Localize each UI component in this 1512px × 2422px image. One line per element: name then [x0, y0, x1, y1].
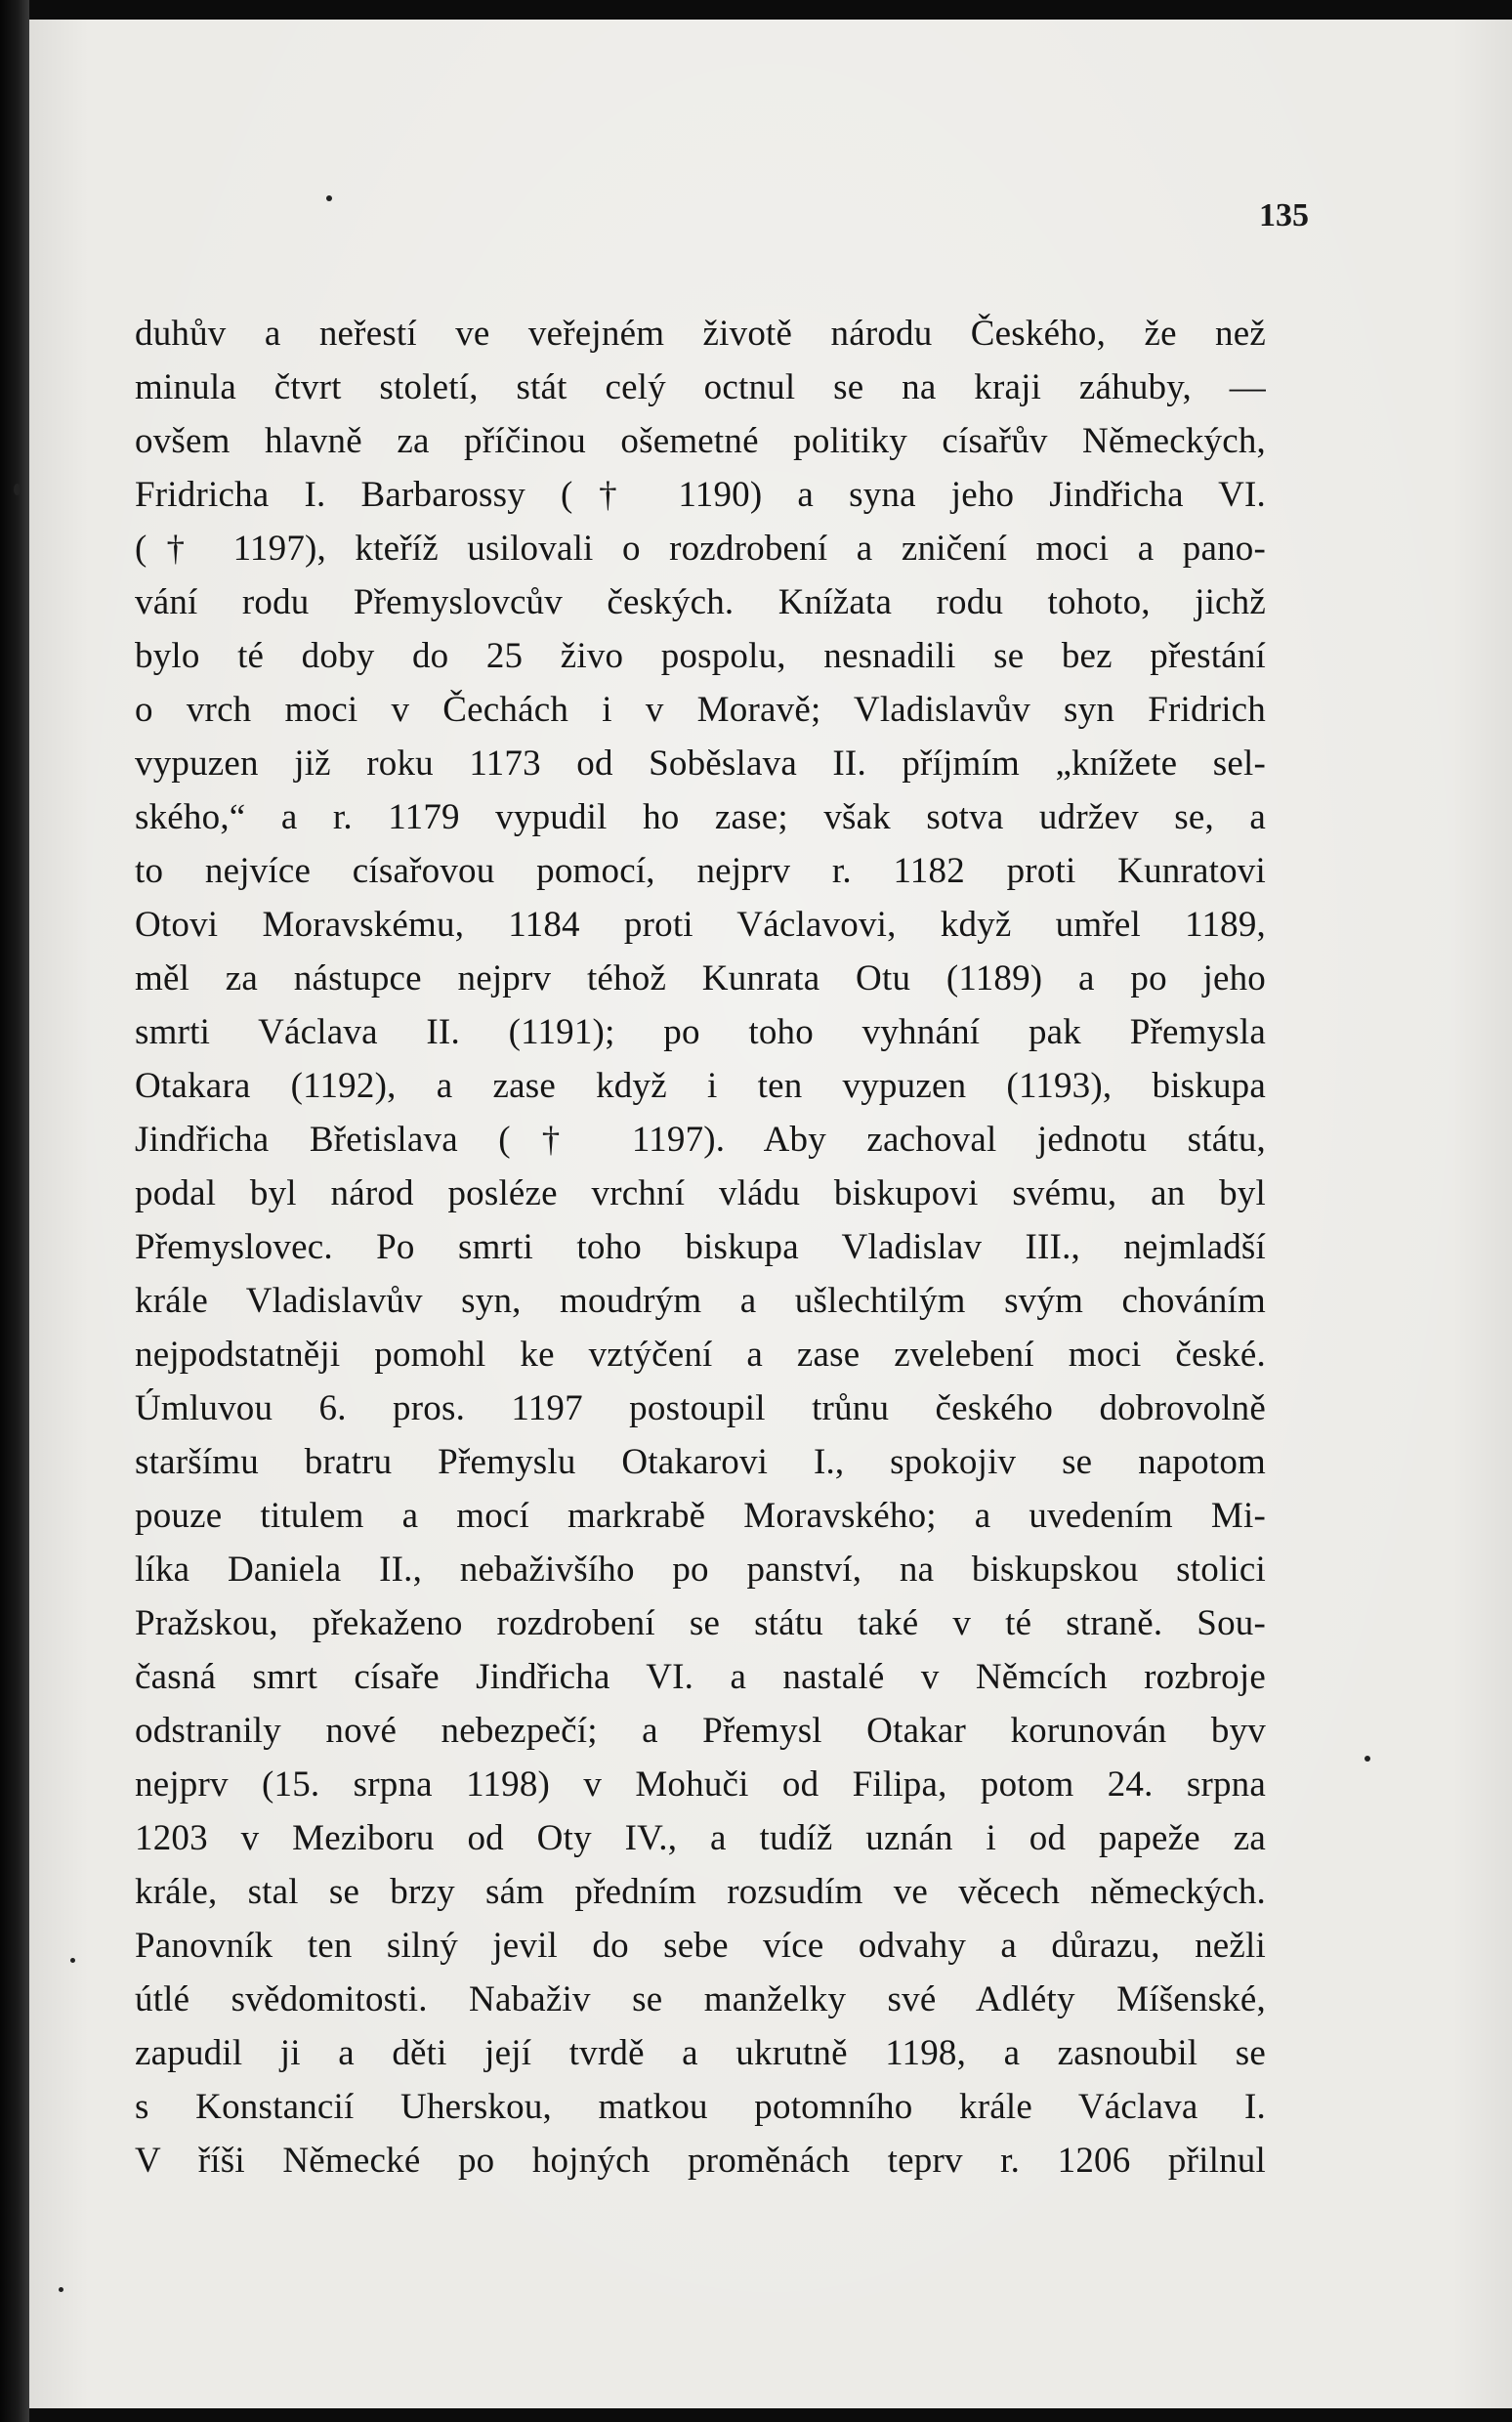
text-line: časná smrt císaře Jindřicha VI. a nastalé v Němcích rozbroje — [135, 1657, 1266, 1697]
text-line: Pražskou, překaženo rozdrobení se státu také v té straně. Sou- — [135, 1603, 1266, 1643]
text-line: bylo té doby do 25 živo pospolu, nesnadili se bez přestání — [135, 636, 1266, 676]
scan-speck — [70, 1958, 75, 1963]
scan-speck — [14, 484, 21, 495]
text-line: Panovník ten silný jevil do sebe více odvahy a důrazu, nežli — [135, 1926, 1266, 1966]
scan-speck — [326, 195, 332, 201]
text-line: minula čtvrt století, stát celý octnul se na kraji záhuby, — — [135, 367, 1266, 407]
text-line: pouze titulem a mocí markrabě Moravského; a uvedením Mi- — [135, 1496, 1266, 1536]
text-line: podal byl národ posléze vrchní vládu biskupovi svému, an byl — [135, 1173, 1266, 1213]
text-line: to nejvíce císařovou pomocí, nejprv r. 1182 proti Kunratovi — [135, 851, 1266, 891]
text-line: Fridricha I. Barbarossy († 1190) a syna jeho Jindřicha VI. — [135, 475, 1266, 515]
text-line: ského,“ a r. 1179 vypudil ho zase; však sotva udržev se, a — [135, 797, 1266, 837]
text-line: zapudil ji a děti její tvrdě a ukrutně 1198, a zasnoubil se — [135, 2033, 1266, 2073]
text-line: († 1197), kteříž usilovali o rozdrobení a zničení moci a pano- — [135, 529, 1266, 569]
text-line: vání rodu Přemyslovcův českých. Knížata rodu tohoto, jichž — [135, 582, 1266, 622]
text-line: Přemyslovec. Po smrti toho biskupa Vladislav III., nejmladší — [135, 1227, 1266, 1267]
text-line: odstranily nové nebezpečí; a Přemysl Otakar korunován byv — [135, 1711, 1266, 1751]
scan-speck — [59, 2287, 63, 2292]
body-text — [135, 307, 1266, 2188]
scan-edge-shadow — [0, 0, 29, 2422]
text-line: útlé svědomitosti. Nabaživ se manželky své Adléty Míšenské, — [135, 1979, 1266, 2019]
text-line: 1203 v Meziboru od Oty IV., a tudíž uznán i od papeže za — [135, 1818, 1266, 1858]
text-line: krále, stal se brzy sám předním rozsudím ve věcech německých. — [135, 1872, 1266, 1912]
text-line: duhův a neřestí ve veřejném životě národu Českého, že než — [135, 314, 1266, 354]
scan-speck — [1365, 1756, 1370, 1762]
text-line: nejprv (15. srpna 1198) v Mohuči od Filipa, potom 24. srpna — [135, 1764, 1266, 1805]
text-line: staršímu bratru Přemyslu Otakarovi I., spokojiv se napotom — [135, 1442, 1266, 1482]
text-line: s Konstancií Uherskou, matkou potomního krále Václava I. — [135, 2087, 1266, 2127]
text-line: nejpodstatněji pomohl ke vztýčení a zase zvelebení moci české. — [135, 1335, 1266, 1375]
text-line: vypuzen již roku 1173 od Soběslava II. příjmím „knížete sel- — [135, 744, 1266, 784]
text-line: Otovi Moravskému, 1184 proti Václavovi, když umřel 1189, — [135, 905, 1266, 945]
text-line: měl za nástupce nejprv téhož Kunrata Otu (1189) a po jeho — [135, 958, 1266, 999]
text-line: krále Vladislavův syn, moudrým a ušlechtilým svým chováním — [135, 1281, 1266, 1321]
text-line: smrti Václava II. (1191); po toho vyhnání pak Přemysla — [135, 1012, 1266, 1052]
text-line: Jindřicha Břetislava († 1197). Aby zachoval jednotu státu, — [135, 1120, 1266, 1160]
text-line: V říši Německé po hojných proměnách teprv r. 1206 přilnul — [135, 2141, 1266, 2181]
text-line: o vrch moci v Čechách i v Moravě; Vladislavův syn Fridrich — [135, 690, 1266, 730]
text-line: ovšem hlavně za příčinou ošemetné politiky císařův Německých, — [135, 421, 1266, 461]
text-line: líka Daniela II., nebaživšího po panství, na biskupskou stolici — [135, 1550, 1266, 1590]
text-line: Úmluvou 6. pros. 1197 postoupil trůnu českého dobrovolně — [135, 1388, 1266, 1428]
text-line: Otakara (1192), a zase když i ten vypuzen (1193), biskupa — [135, 1066, 1266, 1106]
page-number: 135 — [1259, 197, 1309, 234]
